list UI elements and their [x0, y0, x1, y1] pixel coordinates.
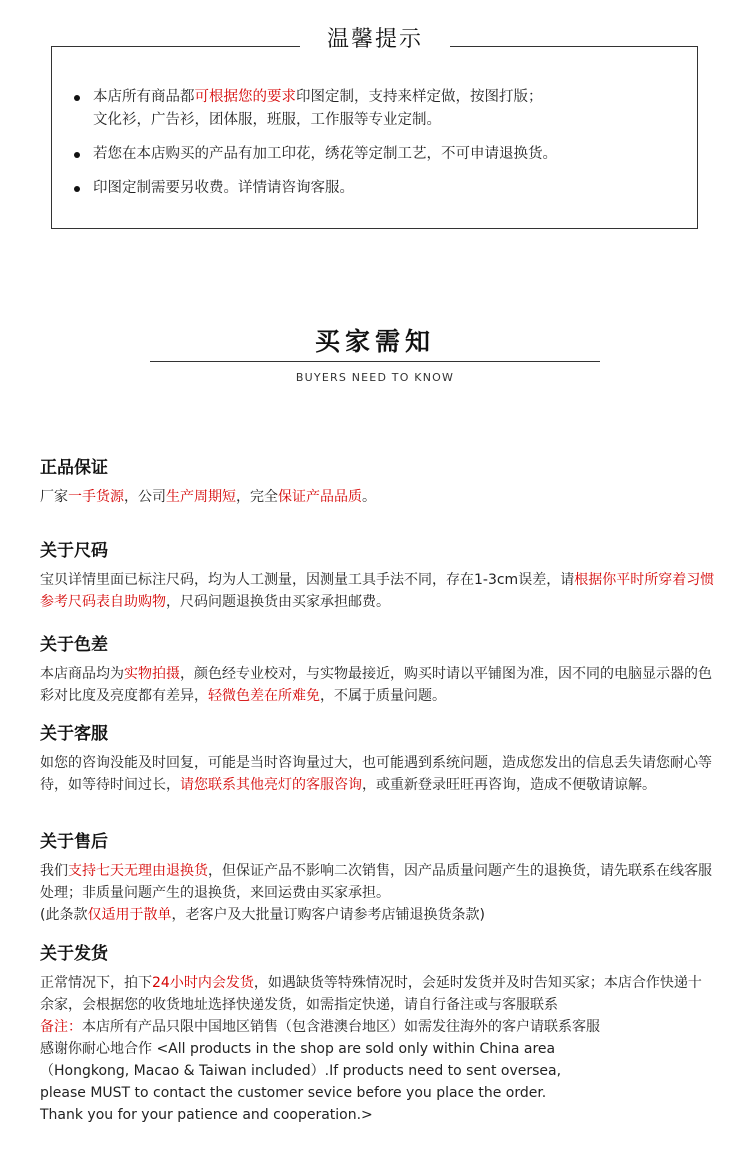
shipping-english-line-3: please MUST to contact the customer sevice before you place the order.	[40, 1085, 547, 1101]
section-shipping	[40, 942, 715, 1126]
section-genuine	[40, 456, 715, 508]
tip-item-extra-fee: 印图定制需要另收费。详情请咨询客服。	[74, 177, 684, 200]
shipping-english-line-1: 感谢你耐心地合作 <All products in the shop are sold only within China area	[40, 1041, 556, 1057]
section-title: 正品保证	[40, 458, 108, 478]
section-color	[40, 633, 715, 707]
section-body: 如您的咨询没能及时回复，可能是当时咨询量过大，也可能遇到系统问题，造成您发出的信息丢失请您耐心等待，如等待时间过长，请您联系其他亮灯的客服咨询，或重新登录旺旺再咨询，造成不便敬请谅解。	[40, 755, 712, 793]
shipping-english-line-4: Thank you for your patience and cooperation.>	[40, 1107, 373, 1123]
section-title: 关于色差	[40, 635, 108, 655]
warm-tips-title: 温馨提示	[300, 17, 450, 63]
section-aftersale	[40, 830, 715, 926]
section-body: 宝贝详情里面已标注尺码，均为人工测量，因测量工具手法不同，存在1-3cm误差，请根据你平时所穿着习惯参考尺码表自助购物，尺码问题退换货由买家承担邮费。	[40, 572, 715, 610]
shipping-note: 备注：本店所有产品只限中国地区销售（包含港澳台地区）如需发往海外的客户请联系客服	[40, 1019, 600, 1035]
section-body: 本店商品均为实物拍摄，颜色经专业校对，与实物最接近，购买时请以平铺图为准，因不同的电脑显示器的色彩对比度及亮度都有差异，轻微色差在所难免，不属于质量问题。	[40, 666, 712, 704]
section-body: 我们支持七天无理由退换货，但保证产品不影响二次销售，因产品质量问题产生的退换货，请先联系在线客服处理；非质量问题产生的退换货，来回运费由买家承担。	[40, 863, 712, 901]
buyers-divider	[150, 361, 600, 362]
tip-item-no-return: 若您在本店购买的产品有加工印花，绣花等定制工艺，不可申请退换货。	[74, 143, 684, 166]
section-size	[40, 539, 715, 613]
section-service	[40, 722, 715, 796]
section-title: 关于客服	[40, 724, 108, 744]
buyers-title: 买家需知	[314, 327, 435, 356]
section-title: 关于售后	[40, 832, 108, 852]
section-body: 正常情况下，拍下24小时内会发货，如遇缺货等特殊情况时，会延时发货并及时告知买家；本店合作快递十余家，会根据您的收货地址选择快递发货，如需指定快递，请自行备注或与客服联系	[40, 975, 702, 1013]
section-note: (此条款仅适用于散单，老客户及大批量订购客户请参考店铺退换货条款)	[40, 907, 485, 923]
section-body: 厂家一手货源，公司生产周期短，完全保证产品品质。	[40, 489, 376, 505]
shipping-english-line-2: （Hongkong, Macao & Taiwan included）.If products need to sent oversea,	[40, 1063, 562, 1079]
buyers-subtitle: BUYERS NEED TO KNOW	[295, 371, 455, 384]
tip-item-custom-print: 本店所有商品都可根据您的要求印图定制，支持来样定做，按图打版； 文化衫，广告衫，团体服，班服，工作服等专业定制。	[74, 86, 684, 132]
section-title: 关于尺码	[40, 541, 108, 561]
warm-tips-list	[74, 86, 684, 211]
section-title: 关于发货	[40, 944, 108, 964]
